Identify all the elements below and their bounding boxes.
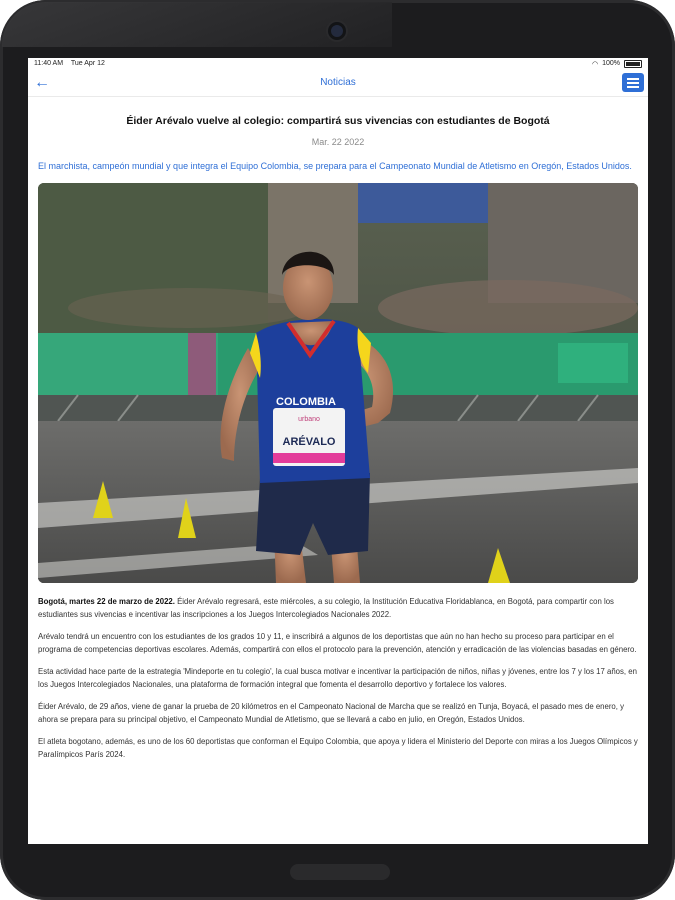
article-lead: El marchista, campeón mundial y que integra el Equipo Colombia, se prepara para el Campeonato Mundial de Atletismo en Oregón, Estados Unidos. [38, 161, 632, 171]
article-paragraph [38, 665, 638, 691]
status-right [592, 60, 642, 68]
paragraph-text: Éider Arévalo regresará, este miércoles, a su colegio, la Institución Educativa Floridablanca, en Bogotá, para compartir con los estudiantes sus vivencias e incentivar las inscripciones a los Juegos Intercolegiados Nacionales 2022. [38, 597, 614, 619]
hamburger-menu-button[interactable] [622, 73, 644, 92]
camera-icon [328, 22, 346, 40]
article-photo [38, 183, 638, 583]
bib-name: ARÉVALO [282, 436, 336, 448]
article-date: Mar. 22 2022 [311, 137, 365, 147]
menu-line [627, 86, 639, 88]
bib-brand: urbano [298, 416, 320, 423]
article-paragraph [38, 595, 638, 621]
status-date: Tue Apr 12 [70, 60, 105, 67]
wifi-icon: ◠ [591, 60, 599, 68]
paragraph-lead-bold: Bogotá, martes 22 de marzo de 2022. [38, 597, 175, 606]
status-left [34, 60, 111, 67]
back-arrow-icon[interactable]: ← [34, 74, 50, 91]
article-title: Éider Arévalo vuelve al colegio: compartirá sus vivencias con estudiantes de Bogotá [126, 115, 550, 127]
app-screen [28, 58, 648, 844]
paragraph-text: Éider Arévalo, de 29 años, viene de ganar la prueba de 20 kilómetros en el Campeonato Nacional de Marcha que se realizó en Tunja, Boyacá, el pasado mes de enero, y ahora se prepara para su principal objetivo, el Campeonato Mundial de Atletismo, que se llevará a cabo en julio, en Oregón, Estados Unidos. [38, 702, 624, 724]
status-time: 11:40 AM [34, 60, 64, 67]
paragraph-text: Arévalo tendrá un encuentro con los estudiantes de los grados 10 y 11, e inscribirá a algunos de los deportistas que aún no han hecho su proceso para participar en el programa de competencias deportivas escolares. Además, compartirá con ellos el protocolo para la prevención, atención y erradicación de las violencias basadas en género. [38, 632, 637, 654]
menu-line [627, 78, 639, 80]
status-bar [28, 58, 648, 69]
athlete-photo-illustration [38, 183, 638, 583]
article-paragraph [38, 630, 638, 656]
battery-percent: 100% [602, 60, 620, 67]
menu-line [627, 82, 639, 84]
article-paragraph [38, 735, 638, 761]
home-indicator[interactable] [290, 864, 390, 880]
top-navbar [28, 69, 648, 97]
page-title: Noticias [320, 77, 356, 88]
article-body [38, 595, 638, 761]
battery-icon [624, 60, 642, 68]
paragraph-text: El atleta bogotano, además, es uno de los 60 deportistas que conforman el Equipo Colombia, que apoya y lidera el Ministerio del Deporte con miras a los Juegos Olímpicos y Paralímpicos París 2024. [38, 737, 638, 759]
article-paragraph [38, 700, 638, 726]
article-content [28, 115, 648, 761]
paragraph-text: Esta actividad hace parte de la estrategia 'Mindeporte en tu colegio', la cual busca motivar e incentivar la participación de niños, niñas y jóvenes, entre los 7 y los 17 años, en los Juegos Intercolegiados Nacionales, una plataforma de formación integral que fomenta el desarrollo deportivo y fortalece los valores. [38, 667, 637, 689]
jersey-text: COLOMBIA [276, 396, 336, 408]
